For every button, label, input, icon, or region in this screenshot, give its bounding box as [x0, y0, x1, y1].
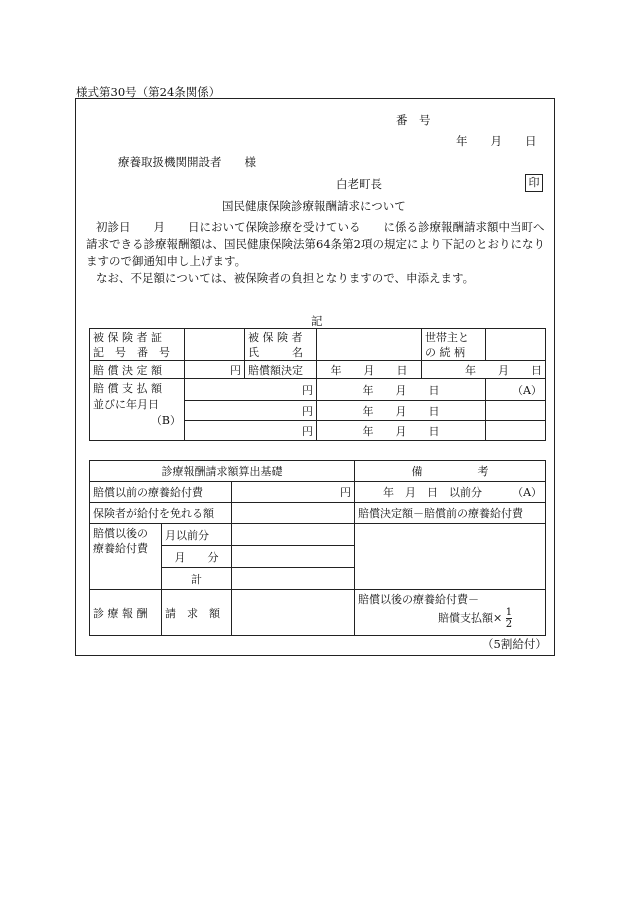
number-label: 番 号 [396, 113, 431, 127]
insured-info-table [89, 328, 546, 441]
insured-cert-label [90, 329, 185, 361]
post-benefit-label [90, 524, 162, 590]
date-line: 年 月 日 [456, 134, 537, 148]
payment-label-line2: 並びに年月日 [93, 398, 159, 411]
insured-cert-label-line1: 被 保 険 者 証 [93, 330, 162, 344]
pre-benefit-yen: 円 [232, 482, 355, 503]
calculation-table [89, 460, 546, 636]
month-part-label: 月 分 [162, 546, 232, 568]
insured-name-label-line1: 被 保 険 者 [248, 330, 303, 344]
form-id: 様式第30号（第24条関係） [76, 85, 221, 99]
exempt-label: 保険者が給付を免れる額 [90, 503, 232, 524]
payment-ymd-3: 年 月 日 [317, 421, 486, 441]
householder-label-line2: の 続 柄 [425, 345, 465, 359]
compensation-date-ymd-2: 年 月 日 [422, 361, 546, 379]
total-value [232, 568, 355, 590]
payment-mark-a: （A） [486, 379, 546, 401]
claim-note [355, 590, 546, 636]
payment-blank-3 [486, 421, 546, 441]
payment-yen-2: 円 [185, 401, 317, 421]
pre-benefit-note [355, 482, 546, 503]
total-label: 計 [162, 568, 232, 590]
pre-benefit-mark-a: （A） [512, 486, 543, 499]
householder-label [422, 329, 486, 361]
exempt-note: 賠償決定額－賠償前の療養給付費 [355, 503, 546, 524]
fraction-numerator: 1 [505, 607, 513, 618]
post-benefit-label-line2: 療養給付費 [93, 542, 148, 555]
householder-label-line1: 世帯主と [425, 330, 469, 344]
one-half-fraction [506, 607, 512, 630]
seal-mark: 印 [525, 174, 543, 192]
body-paragraph-2: なお、不足額については、被保険者の負担となりますので、申添えます。 [96, 271, 475, 285]
insured-cert-value [185, 329, 245, 361]
compensation-amount-yen: 円 [185, 361, 245, 379]
exempt-value [232, 503, 355, 524]
month-part-value [232, 546, 355, 568]
compensation-date-label: 賠償額決定 [245, 361, 317, 379]
remarks-header: 備 考 [355, 461, 546, 482]
claim-value [232, 590, 355, 636]
insured-name-label-line2: 氏 名 [248, 345, 303, 359]
post-benefit-label-line1: 賠償以後の [93, 527, 148, 540]
claim-note-line2-text: 賠償支払額× [438, 611, 503, 625]
basis-header: 診療報酬請求額算出基礎 [90, 461, 355, 482]
payment-label [90, 379, 185, 441]
payment-ymd-2: 年 月 日 [317, 401, 486, 421]
claim-label: 診 療 報 酬 [90, 590, 162, 636]
insured-name-label [245, 329, 317, 361]
claim-note-line1: 賠償以後の療養給付費－ [358, 593, 480, 606]
householder-value [486, 329, 546, 361]
compensation-amount-label: 賠 償 決 定 額 [90, 361, 185, 379]
pre-benefit-note-text: 年 月 日 以前分 [383, 486, 483, 499]
body-paragraph-1: 初診日 月 日において保険診療を受けている に係る診療報酬請求額中当町へ請求できる診療報酬額は、国民健康保険法第64条第2項の規定により下記のとおりになりますので御通知申し上げます。 [86, 220, 545, 268]
claim-note-line2 [358, 607, 542, 630]
pre-benefit-label: 賠償以前の療養給付費 [90, 482, 232, 503]
footer-note: （5割給付） [482, 637, 547, 651]
payment-ymd-1: 年 月 日 [317, 379, 486, 401]
claim-label-2: 請 求 額 [162, 590, 232, 636]
payment-label-line3: （B） [150, 414, 181, 427]
issuer: 白老町長 [336, 177, 382, 191]
insured-cert-label-line2: 記 号 番 号 [93, 345, 170, 359]
insured-name-value [317, 329, 422, 361]
payment-yen-3: 円 [185, 421, 317, 441]
month-before-value [232, 524, 355, 546]
post-benefit-remarks [355, 524, 546, 590]
ki-label: 記 [311, 314, 323, 328]
month-before-label: 月以前分 [162, 524, 232, 546]
payment-blank-2 [486, 401, 546, 421]
payment-yen-1: 円 [185, 379, 317, 401]
compensation-date-ymd: 年 月 日 [317, 361, 422, 379]
document-title: 国民健康保険診療報酬請求について [222, 199, 406, 213]
fraction-denominator: 2 [505, 619, 513, 630]
addressee: 療養取扱機関開設者 様 [118, 155, 256, 169]
payment-label-line1: 賠 償 支 払 額 [93, 382, 162, 395]
